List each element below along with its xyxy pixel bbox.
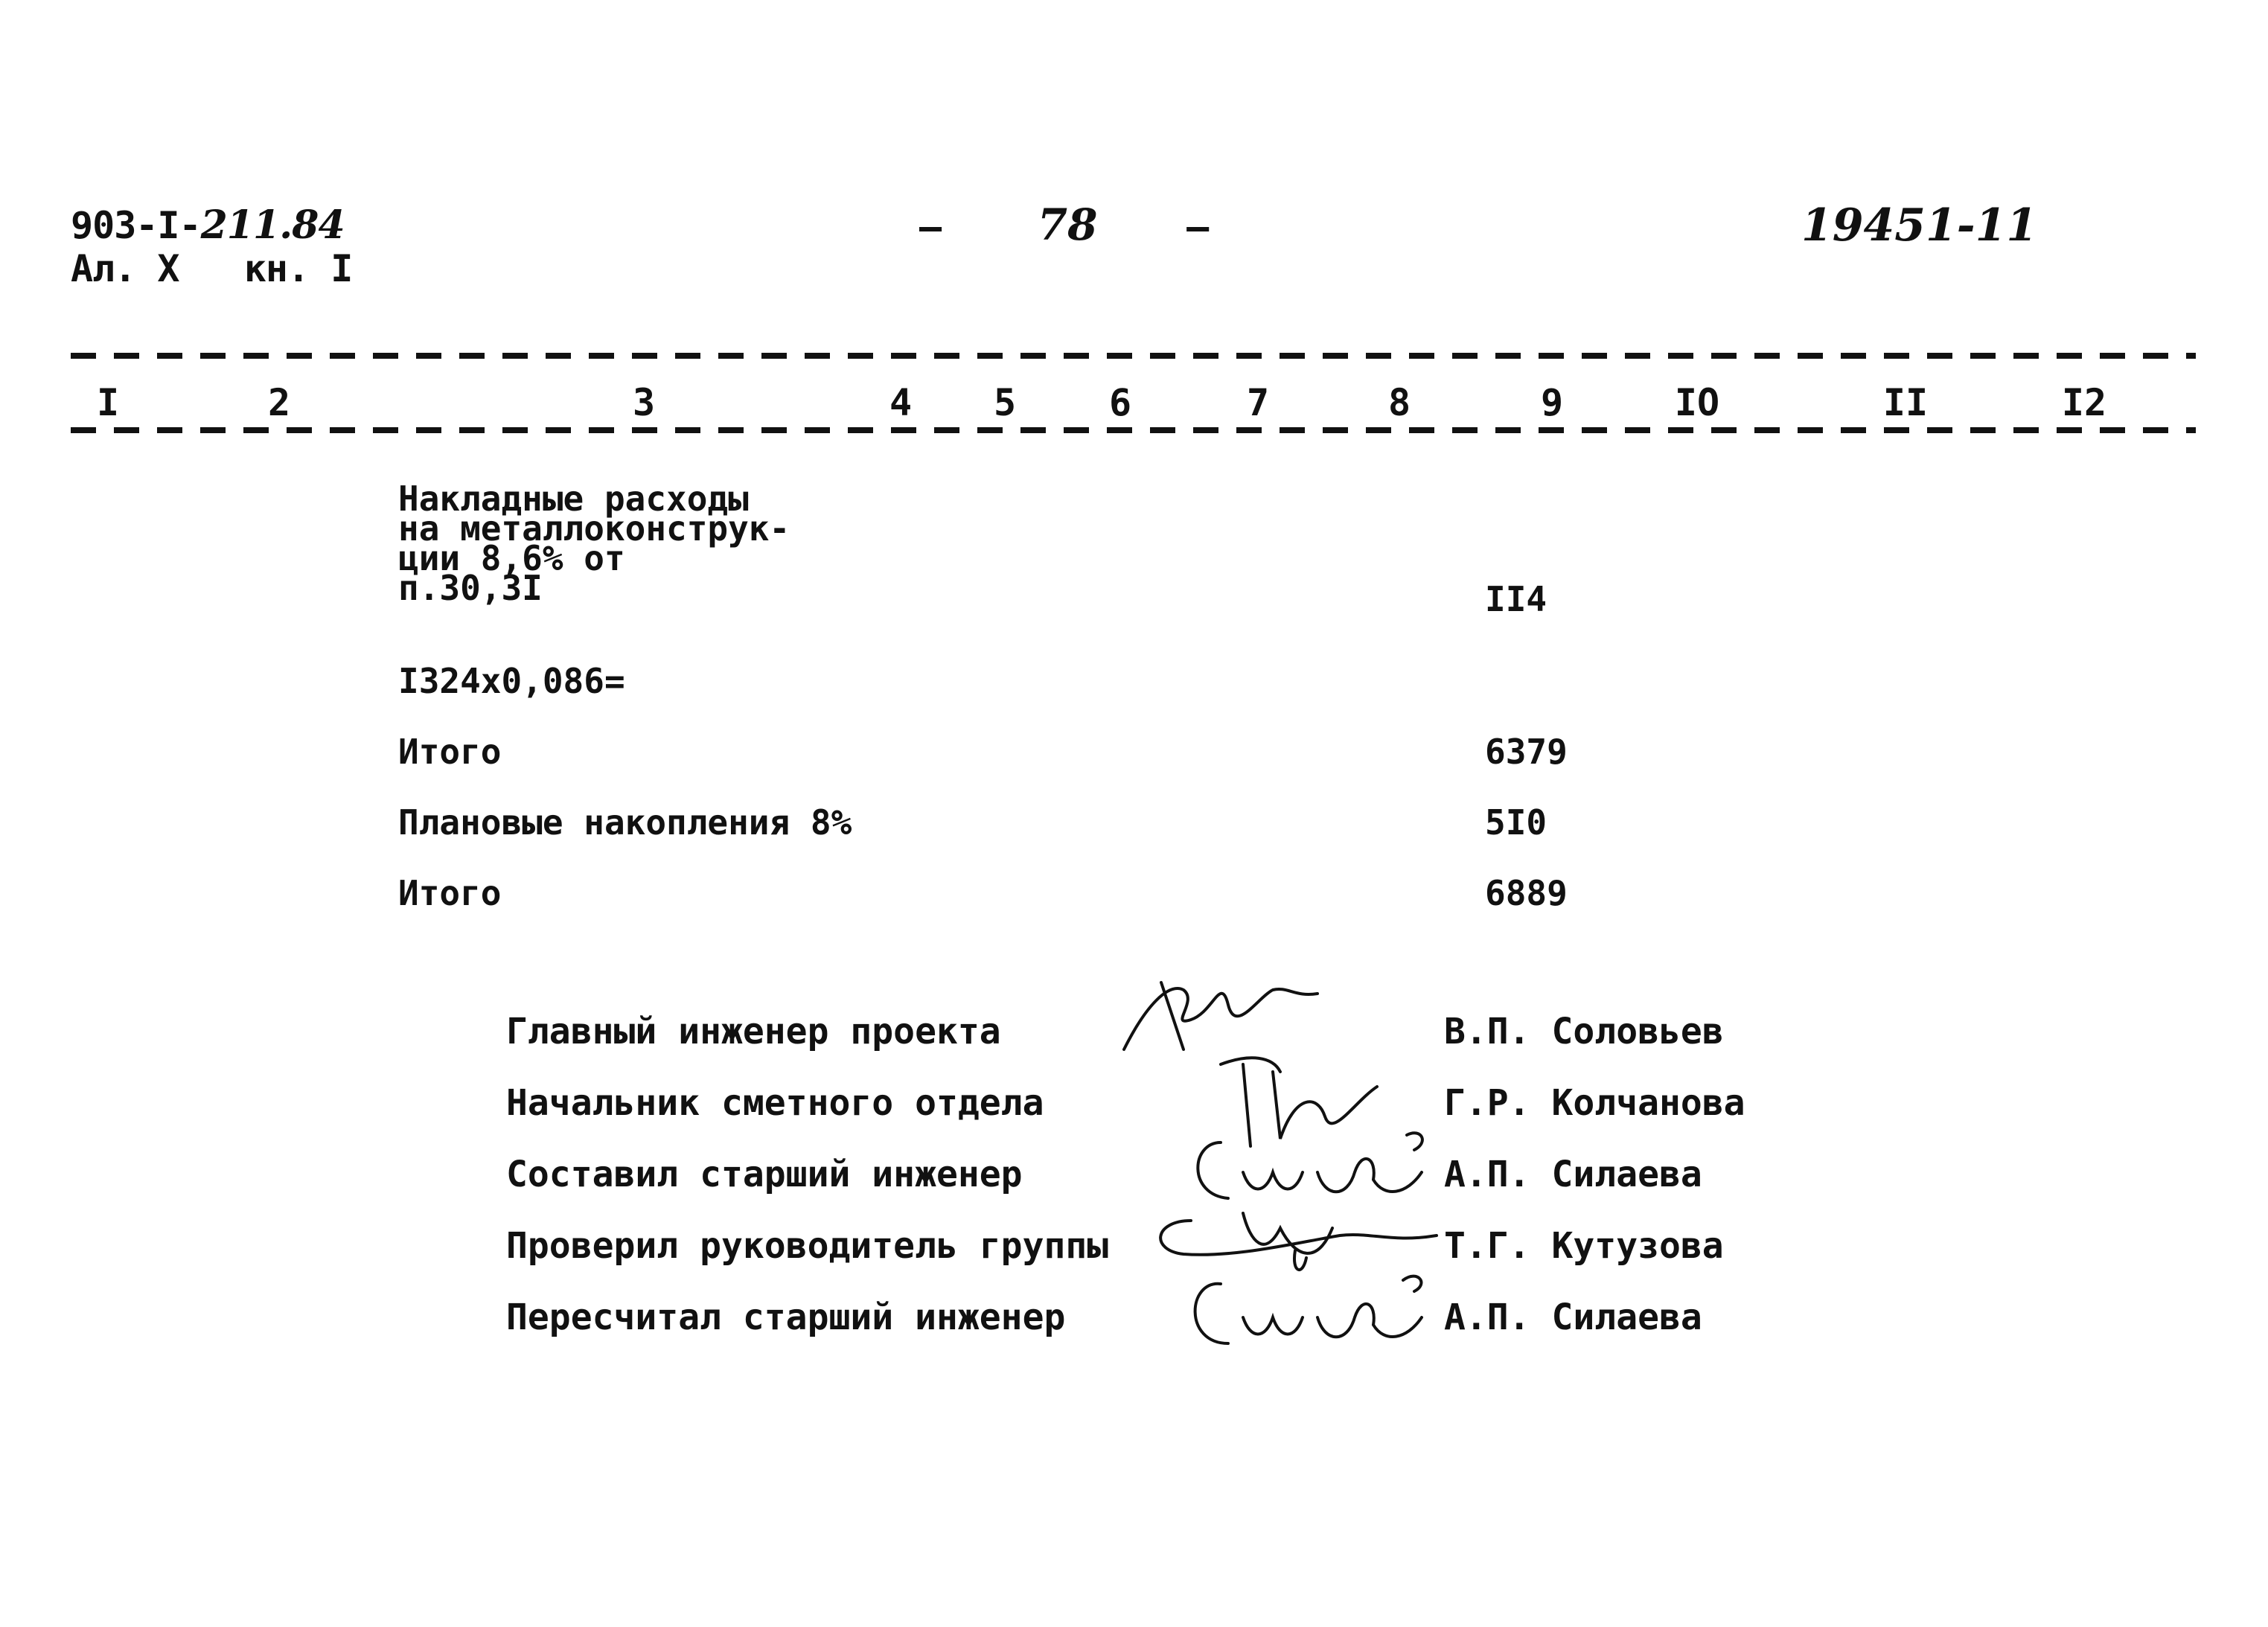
document-code-handwritten: 211.84 — [200, 202, 345, 248]
page-number-dash-right: – — [1186, 205, 1209, 249]
signature-role: Пересчитал старший инженер — [506, 1297, 1066, 1338]
column-number: IO — [1674, 381, 1720, 424]
row-description — [398, 733, 501, 770]
row-value: II4 — [1485, 579, 1547, 619]
document-code-typed: 903-I- — [71, 204, 201, 247]
row-value: 6379 — [1485, 732, 1568, 772]
signature-role: Начальник сметного отдела — [506, 1082, 1044, 1124]
column-number: 2 — [267, 381, 291, 424]
signature-name: В.П. Соловьев — [1444, 1011, 1724, 1052]
table-header-rule — [71, 427, 2196, 433]
document-code — [71, 202, 345, 248]
page-number — [919, 199, 1208, 250]
row-description-line: I324x0,086= — [398, 661, 625, 701]
signature-name: А.П. Силаева — [1444, 1297, 1702, 1338]
column-number: II — [1882, 381, 1929, 424]
column-number: 9 — [1540, 381, 1564, 424]
signature-role: Главный инженер проекта — [506, 1011, 1001, 1052]
album-book-label: Ал. X кн. I — [71, 247, 353, 290]
row-description-line: Накладные расходы — [398, 479, 749, 519]
row-value: 5I0 — [1485, 802, 1547, 843]
column-number: I2 — [2061, 381, 2107, 424]
signature-name: А.П. Силаева — [1444, 1154, 1702, 1195]
row-description-line: п.30,3I — [398, 568, 543, 608]
row-description-line: на металлоконструк- — [398, 508, 790, 549]
column-number: 6 — [1108, 381, 1132, 424]
signature-scribble-3 — [1183, 1128, 1437, 1209]
column-number: 7 — [1246, 381, 1270, 424]
column-number: 8 — [1387, 381, 1411, 424]
row-description — [398, 804, 852, 841]
row-description-line: Итого — [398, 873, 502, 913]
row-description — [398, 662, 625, 700]
signature-role: Проверил руководитель группы — [506, 1225, 1109, 1267]
row-description — [398, 479, 790, 608]
page-number-value: 78 — [1037, 199, 1098, 250]
column-number: 5 — [993, 381, 1017, 424]
row-value: 6889 — [1485, 873, 1568, 913]
signature-name: Т.Г. Кутузова — [1444, 1225, 1724, 1267]
column-number: I — [96, 381, 120, 424]
signature-scribble-5 — [1180, 1265, 1433, 1355]
row-description-line: Итого — [398, 732, 502, 772]
row-description — [398, 875, 501, 912]
page-number-dash-left: – — [919, 205, 942, 249]
signature-name: Г.Р. Колчанова — [1444, 1082, 1745, 1124]
column-number: 4 — [889, 381, 913, 424]
sheet-reference: 19451-11 — [1801, 199, 2038, 252]
signature-role: Составил старший инженер — [506, 1154, 1023, 1195]
row-description-line: ции 8,6% от — [398, 538, 625, 578]
signature-scribble-1 — [1117, 960, 1325, 1064]
row-description-line: Плановые накопления 8% — [398, 802, 852, 843]
table-top-rule — [71, 353, 2196, 359]
column-number: 3 — [632, 381, 656, 424]
